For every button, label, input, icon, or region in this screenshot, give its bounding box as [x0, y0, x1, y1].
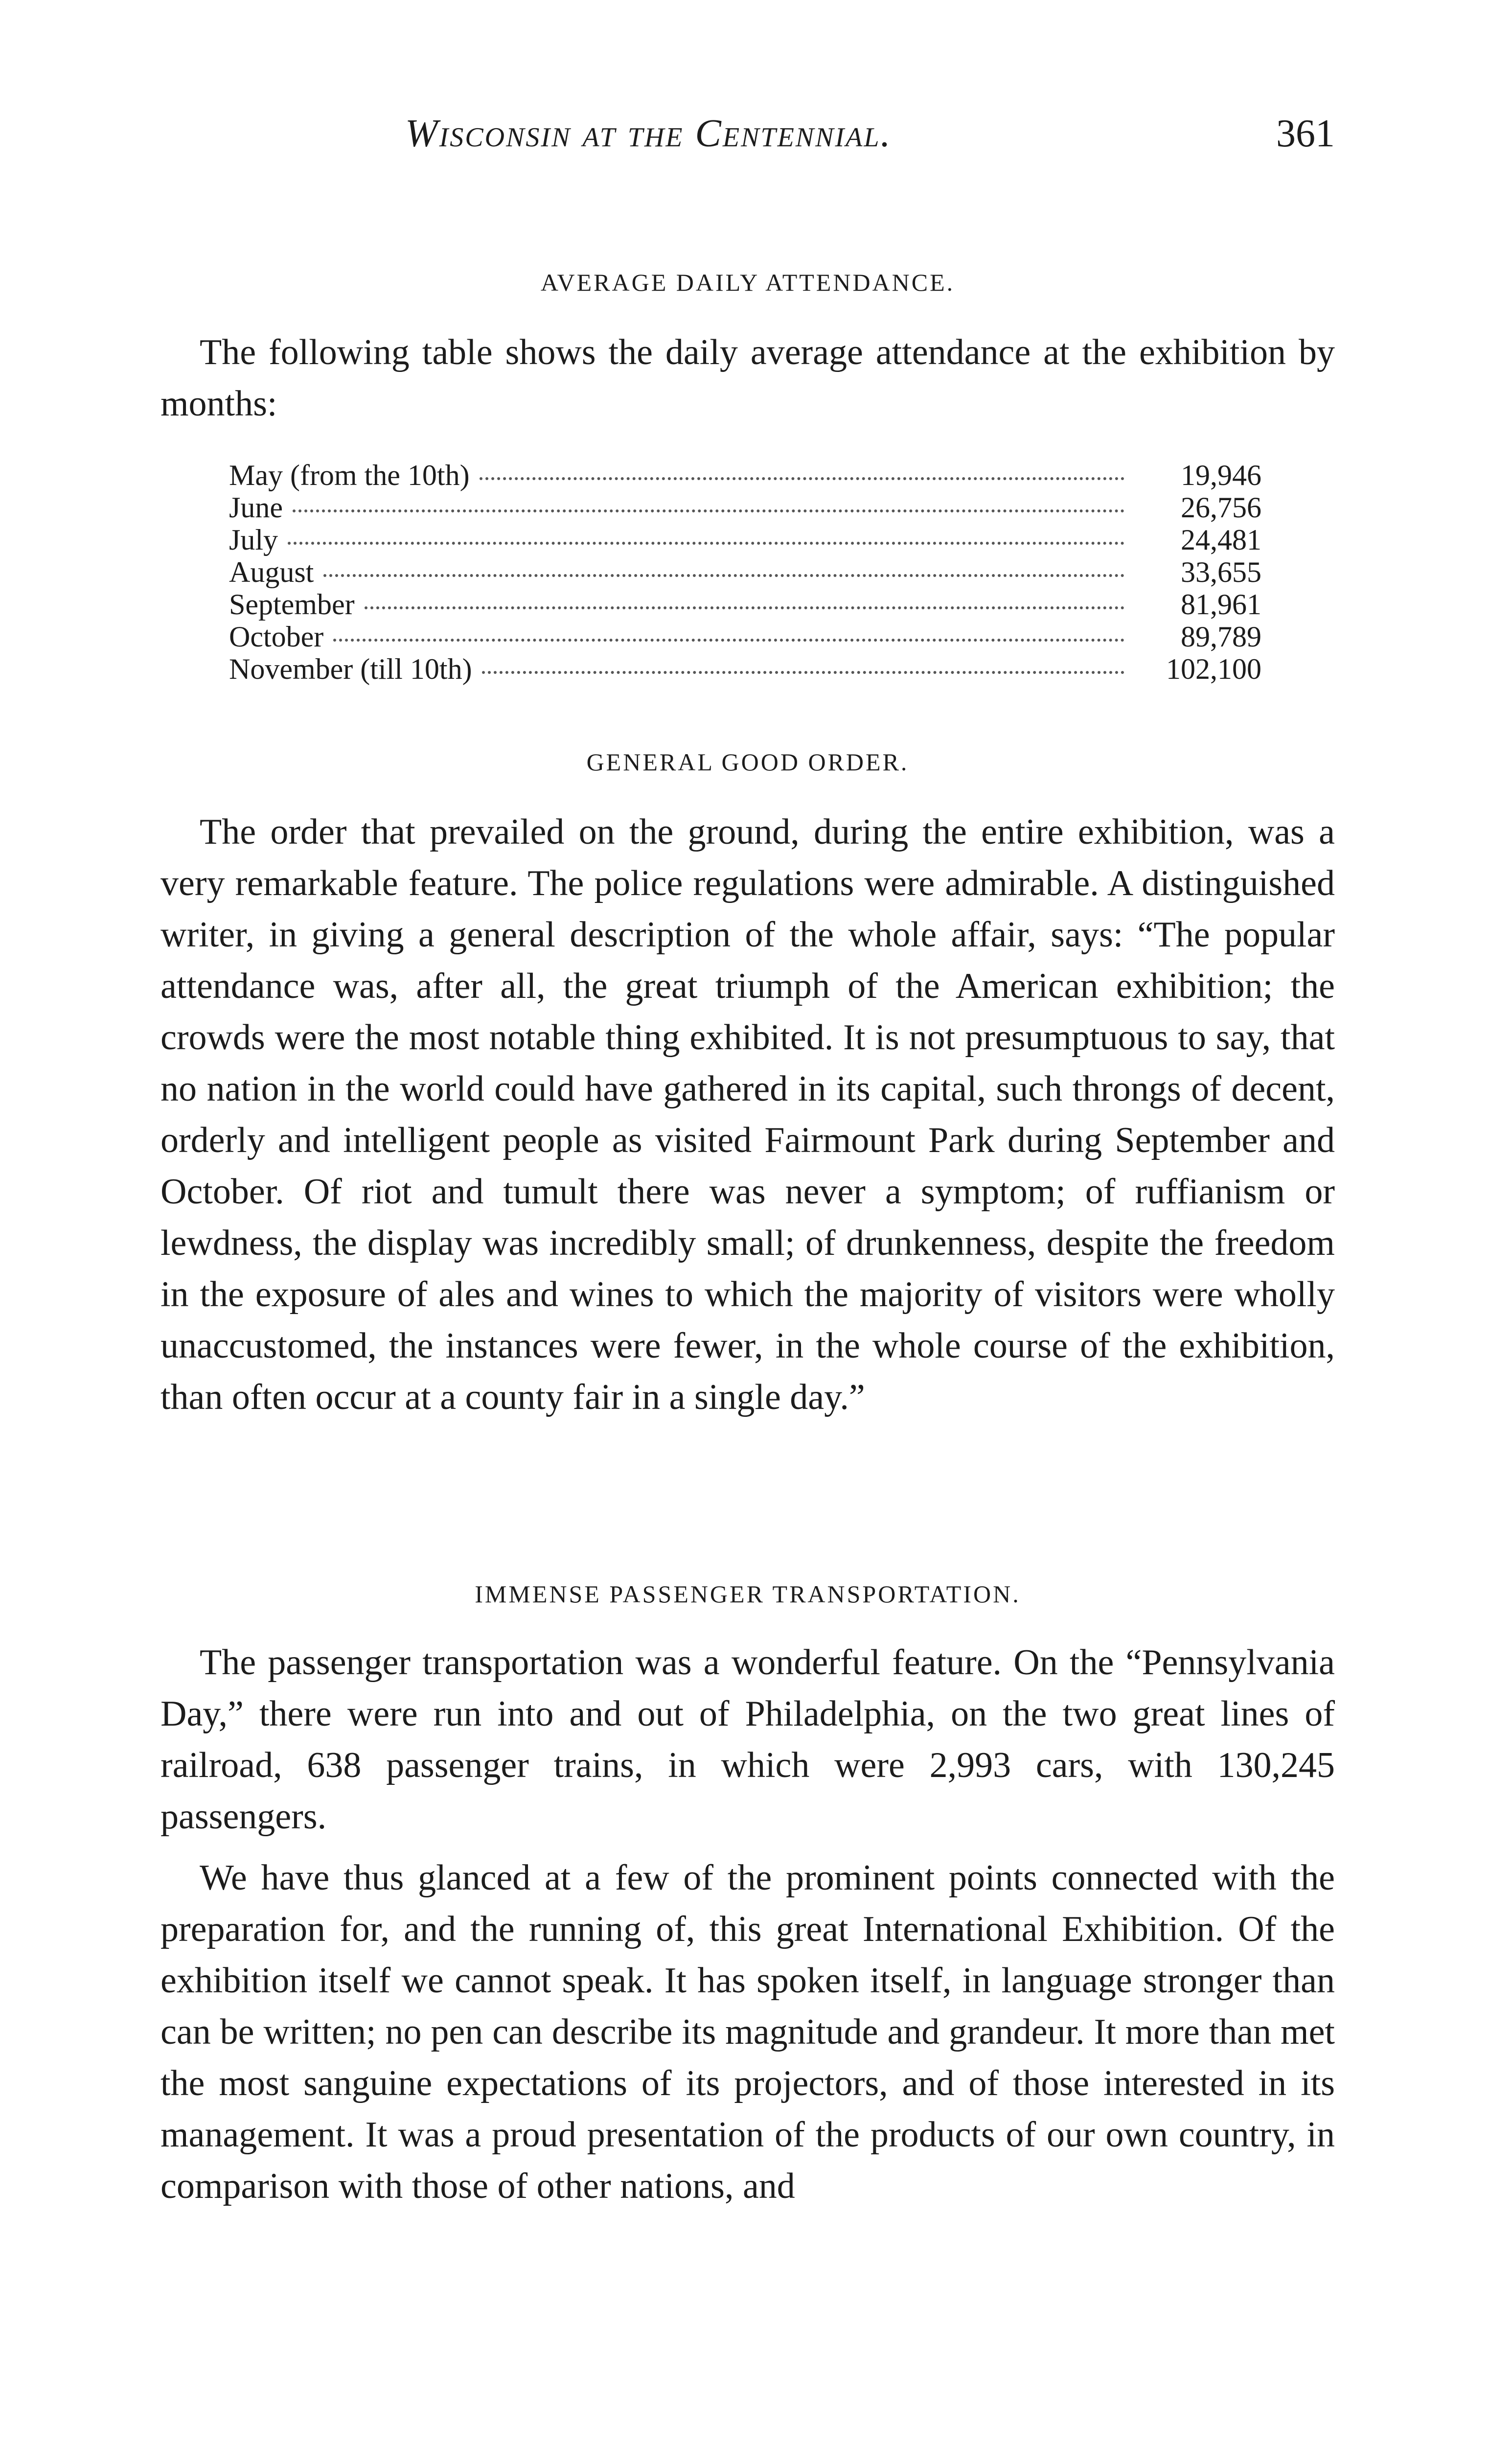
- book-page: [160, 0, 1335, 2447]
- attendance-table: [229, 459, 1261, 685]
- attendance-value: 33,655: [1181, 556, 1261, 588]
- closing-paragraph: [160, 1852, 1335, 2212]
- section-heading-order: GENERAL GOOD ORDER.: [586, 748, 909, 776]
- month-label: August: [229, 556, 314, 588]
- transport-paragraph-text: The passenger transportation was a wonderful feature. On the “Pennsylvania Day,” there were run into and out of Philadelphia, on the two great lines of railroad, 638 passenger trains, in which were 2,993 cars, with 130,245 passengers.: [160, 1642, 1335, 1837]
- table-row: [229, 556, 1261, 588]
- month-label: July: [229, 524, 278, 556]
- table-row: [229, 459, 1261, 491]
- attendance-intro: [160, 327, 1335, 430]
- attendance-value: 19,946: [1181, 459, 1261, 491]
- attendance-value: 26,756: [1181, 491, 1261, 524]
- table-row: [229, 653, 1261, 685]
- running-head: [160, 112, 1335, 165]
- transport-paragraph: [160, 1637, 1335, 1843]
- dot-leader: [365, 606, 1124, 609]
- closing-paragraph-text: We have thus glanced at a few of the prominent points connected with the preparation for, and the running of, this great International Exhibition. Of the exhibition itself we cannot speak. It has spoken itself, in language stronger than can be written; no pen can describe its magnitude and grandeur. It more than met the most sanguine expectations of its projectors, and of those interested in its management. It was a proud presentation of the products of our own country, in comparison with those of other nations, and: [160, 1858, 1335, 2206]
- month-label: September: [229, 588, 355, 621]
- dot-leader: [480, 477, 1124, 480]
- attendance-value: 24,481: [1181, 524, 1261, 556]
- month-label: November (till 10th): [229, 653, 472, 685]
- table-row: [229, 491, 1261, 524]
- section-heading-attendance: AVERAGE DAILY ATTENDANCE.: [540, 269, 955, 296]
- order-paragraph-text: The order that prevailed on the ground, during the entire exhibition, was a very remarkable feature. The police regulations were admirable. A distinguished writer, in giving a general description of the whole affair, says: “The popular attendance was, after all, the great triumph of the American exhibition; the crowds were the most notable thing exhibited. It is not presumptuous to say, that no nation in the world could have gathered in its capital, such throngs of decent, orderly and intelligent people as visited Fairmount Park during September and October. Of riot and tumult there was never a symptom; of ruffianism or lewdness, the display was incredibly small; of drunkenness, despite the freedom in the exposure of ales and wines to which the majority of visitors were wholly unaccustomed, the instances were fewer, in the whole course of the exhibition, than often occur at a county fair in a single day.”: [160, 812, 1335, 1417]
- dot-leader: [288, 542, 1124, 545]
- attendance-value: 102,100: [1166, 653, 1261, 685]
- dot-leader: [293, 509, 1124, 512]
- table-row: [229, 588, 1261, 621]
- dot-leader: [482, 671, 1124, 674]
- month-label: October: [229, 621, 324, 653]
- table-row: [229, 621, 1261, 653]
- page-number: 361: [1276, 112, 1335, 155]
- attendance-value: 81,961: [1181, 588, 1261, 621]
- attendance-intro-text: The following table shows the daily average attendance at the exhibition by months:: [160, 332, 1335, 424]
- dot-leader: [323, 574, 1124, 577]
- attendance-value: 89,789: [1181, 621, 1261, 653]
- order-paragraph: [160, 807, 1335, 1423]
- month-label: June: [229, 491, 283, 524]
- month-label: May (from the 10th): [229, 459, 470, 491]
- running-title: Wisconsin at the Centennial.: [405, 112, 892, 155]
- dot-leader: [333, 639, 1124, 642]
- table-row: [229, 524, 1261, 556]
- section-heading-transport: IMMENSE PASSENGER TRANSPORTATION.: [475, 1580, 1021, 1608]
